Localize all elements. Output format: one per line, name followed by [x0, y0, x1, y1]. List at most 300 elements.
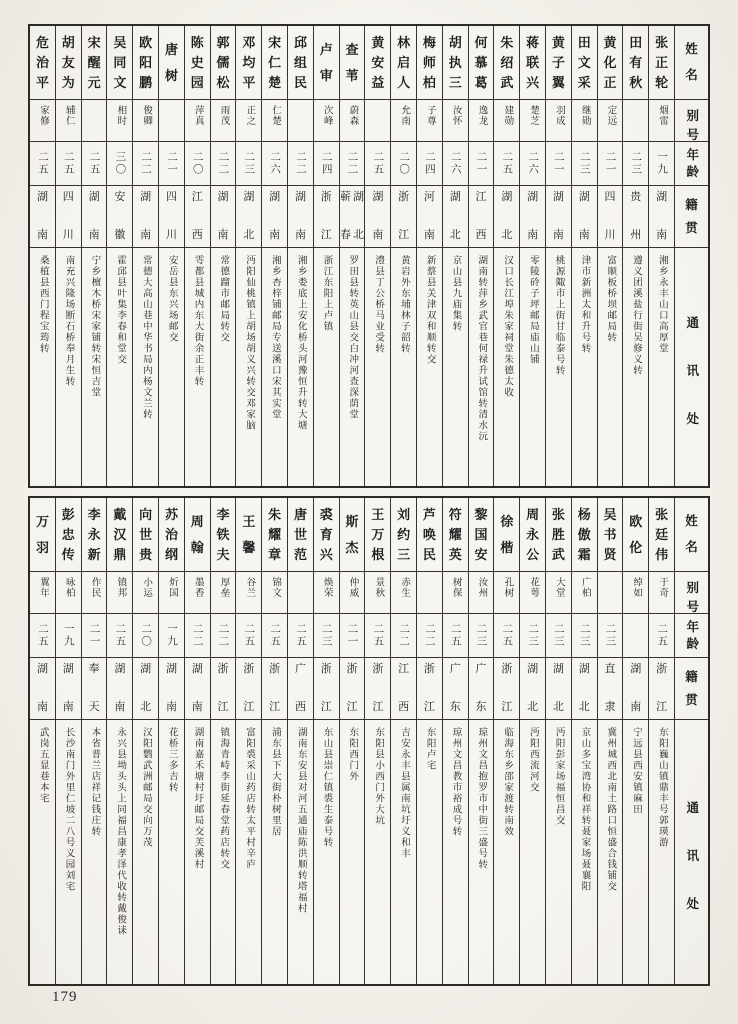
origin-cell [340, 186, 365, 248]
origin-cell [185, 186, 210, 248]
origin-char: 南 [552, 229, 564, 241]
origin-cell [107, 186, 132, 248]
age-text: 一九 [656, 151, 668, 176]
origin-cell [262, 186, 287, 248]
name-char: 刘 [397, 507, 411, 522]
alias-cell [572, 100, 597, 142]
alias-cell [417, 572, 442, 614]
alias-text: 墨香 [192, 577, 203, 598]
header-alias [675, 100, 708, 142]
name-char: 人 [397, 75, 411, 90]
origin-char-pair [398, 664, 409, 713]
origin-char: 北 [140, 701, 152, 713]
age-cell [520, 142, 545, 186]
person-column [442, 26, 468, 486]
address-text: 沔阳西流河交 [527, 727, 538, 793]
name-char: 黎 [474, 507, 488, 522]
name-cell [185, 498, 210, 572]
address-cell [417, 248, 442, 486]
alias-text: 萍真 [192, 105, 203, 126]
address-text: 琼州文昌教市裕成号转 [450, 727, 461, 837]
address-text: 雩都县城内东大街余正丰转 [192, 255, 203, 387]
origin-char: 南 [656, 229, 668, 241]
origin-char-pair [89, 664, 100, 713]
person-column [55, 498, 81, 984]
alias-cell [598, 572, 623, 614]
alias-cell [469, 572, 494, 614]
origin-cell [598, 658, 623, 720]
name-char: 根 [371, 547, 385, 562]
person-column [106, 498, 132, 984]
alias-cell [365, 572, 390, 614]
origin-cell [443, 186, 468, 248]
alias-cell [340, 572, 365, 614]
age-text: 二〇 [140, 623, 152, 648]
name-char: 文 [577, 55, 591, 70]
person-column [519, 498, 545, 984]
origin-char-pair [424, 664, 435, 713]
address-cell [262, 720, 287, 984]
address-cell [185, 720, 210, 984]
address-text: 湖南转萍乡武官巷何禄升试馆转清水沅 [476, 255, 487, 442]
address-text: 湘乡娄底上安化桥头河豫恒升转大塘 [295, 255, 306, 431]
address-cell [262, 248, 287, 486]
name-char: 树 [164, 68, 178, 84]
origin-char-pair [553, 664, 564, 713]
origin-char: 南 [217, 229, 229, 241]
address-text: 湘乡杏梓铺邮局专送溪口宋其实堂 [269, 255, 280, 420]
origin-char: 南 [114, 701, 126, 713]
name-char: 均 [242, 55, 256, 70]
origin-char: 湖 [449, 191, 461, 203]
origin-char: 湖 [527, 191, 539, 203]
alias-text: 汝州 [476, 577, 487, 598]
address-text: 东阳巍山镇鼎丰号郭瑛游 [656, 727, 667, 848]
page-number: 179 [52, 989, 78, 1005]
origin-char-pair [63, 664, 74, 713]
name-char: 林 [397, 35, 411, 50]
alias-cell [494, 572, 519, 614]
alias-cell [365, 100, 390, 142]
origin-cell [469, 658, 494, 720]
name-cell [340, 498, 365, 572]
name-cell [417, 26, 442, 100]
name-char: 三 [397, 547, 411, 562]
name-char: 仁 [268, 55, 282, 70]
name-char: 阳 [139, 55, 153, 70]
name-char: 耀 [448, 527, 462, 542]
name-char: 卢 [319, 41, 333, 57]
alias-text: 绰如 [631, 577, 642, 598]
age-text: 二五 [88, 151, 100, 176]
alias-text: 烟雷 [657, 105, 668, 126]
age-cell [185, 614, 210, 658]
alias-cell [314, 100, 339, 142]
address-text: 常德蹓市邮局转交 [218, 255, 229, 343]
name-char: 范 [293, 547, 307, 562]
alias-text: 孔树 [502, 577, 513, 598]
origin-cell [56, 658, 81, 720]
alias-cell [236, 572, 261, 614]
person-column [287, 26, 313, 486]
address-cell [82, 720, 107, 984]
origin-cell [185, 658, 210, 720]
origin-char-pair [114, 664, 125, 713]
name-char: 李 [87, 507, 101, 522]
name-char: 世 [139, 527, 153, 542]
age-cell [288, 614, 313, 658]
alias-text: 于奇 [657, 577, 668, 598]
header-char: 姓 [685, 514, 698, 529]
alias-text: 景秋 [373, 577, 384, 598]
origin-char: 湖 [501, 191, 513, 203]
alias-cell [262, 572, 287, 614]
origin-char-pair [166, 664, 177, 713]
origin-char: 湖 [578, 663, 590, 675]
origin-cell [56, 186, 81, 248]
address-cell [365, 720, 390, 984]
origin-char-pair [501, 664, 512, 713]
origin-char: 南 [62, 701, 74, 713]
age-text: 二二 [346, 151, 358, 176]
origin-char: 四 [62, 191, 74, 203]
origin-char: 湖 [578, 191, 590, 203]
address-text: 冀州城西北南土路口恒盛合钱铺交 [605, 727, 616, 892]
name-char: 育 [319, 527, 333, 542]
alias-cell [107, 100, 132, 142]
alias-text: 小运 [141, 577, 152, 598]
origin-char: 西 [475, 229, 487, 241]
name-char: 师 [422, 55, 436, 70]
origin-char: 春 [340, 229, 352, 241]
address-text: 霍邱县叶集李春和堂交 [115, 255, 126, 365]
origin-cell [443, 658, 468, 720]
address-cell [211, 248, 236, 486]
origin-char-pair [140, 664, 151, 713]
age-cell [520, 614, 545, 658]
header-char: 年 [684, 148, 699, 163]
age-cell [236, 614, 261, 658]
age-cell [623, 142, 648, 186]
age-text: 二一 [88, 623, 100, 648]
origin-char-pair [295, 192, 306, 241]
alias-text: 仲威 [347, 577, 358, 598]
origin-cell [262, 658, 287, 720]
address-cell [107, 720, 132, 984]
alias-cell [443, 572, 468, 614]
origin-char: 西 [191, 229, 203, 241]
age-cell [82, 142, 107, 186]
age-cell [417, 142, 442, 186]
name-char: 正 [603, 75, 617, 90]
age-text: 二五 [114, 623, 126, 648]
address-cell [649, 720, 674, 984]
address-cell [236, 248, 261, 486]
address-text: 宁远县西安镇麻田 [631, 727, 642, 815]
person-column [390, 26, 416, 486]
origin-char: 南 [191, 701, 203, 713]
name-cell [443, 498, 468, 572]
origin-char: 北 [552, 701, 564, 713]
name-char: 杰 [345, 540, 359, 556]
person-column [261, 498, 287, 984]
origin-char-pair [63, 192, 74, 241]
name-char: 邱 [293, 35, 307, 50]
origin-char-pair [269, 192, 280, 241]
name-char: 忠 [61, 527, 75, 542]
name-char: 胡 [61, 35, 75, 50]
origin-char: 江 [320, 229, 332, 241]
name-cell [56, 498, 81, 572]
origin-char: 蕲 [340, 191, 352, 203]
origin-cell [417, 186, 442, 248]
person-column [416, 26, 442, 486]
age-text: 三〇 [114, 151, 126, 176]
origin-char-pair [295, 664, 306, 713]
alias-cell [211, 572, 236, 614]
name-char: 翰 [190, 540, 204, 556]
address-cell [520, 248, 545, 486]
age-text: 二一 [604, 151, 616, 176]
origin-char-pair [192, 192, 203, 241]
name-char: 化 [603, 55, 617, 70]
name-char: 黄 [603, 35, 617, 50]
name-char: 慕 [474, 55, 488, 70]
age-text: 二五 [269, 623, 281, 648]
name-char: 徐 [500, 513, 514, 529]
age-text: 二五 [243, 623, 255, 648]
address-cell [572, 248, 597, 486]
alias-cell [211, 100, 236, 142]
age-cell [159, 142, 184, 186]
alias-cell [56, 100, 81, 142]
age-cell [262, 142, 287, 186]
header-age [675, 614, 708, 658]
name-char: 张 [551, 507, 565, 522]
origin-char: 川 [604, 229, 616, 241]
origin-char: 直 [604, 663, 616, 675]
address-cell [623, 720, 648, 984]
name-cell [314, 498, 339, 572]
name-cell [185, 26, 210, 100]
origin-char: 浙 [346, 663, 358, 675]
alias-text: 羽成 [553, 105, 564, 126]
alias-text: 焕荣 [321, 577, 332, 598]
alias-text: 作民 [89, 577, 100, 598]
alias-cell [649, 572, 674, 614]
name-char: 史 [190, 55, 204, 70]
origin-char: 西 [294, 701, 306, 713]
origin-char: 湖 [140, 191, 152, 203]
origin-cell [572, 186, 597, 248]
age-text: 二三 [243, 151, 255, 176]
origin-cell [236, 186, 261, 248]
alias-cell [236, 100, 261, 142]
person-column [622, 498, 648, 984]
address-text: 澧县丁公桥马业受转 [373, 255, 384, 354]
address-cell [391, 720, 416, 984]
name-char: 兴 [319, 547, 333, 562]
origin-char-pair [192, 664, 203, 713]
person-column [493, 26, 519, 486]
origin-char: 江 [243, 701, 255, 713]
alias-cell [572, 572, 597, 614]
age-text: 二二 [191, 623, 203, 648]
name-char: 国 [474, 527, 488, 542]
address-cell [133, 720, 158, 984]
name-char: 宋 [268, 35, 282, 50]
origin-char: 江 [423, 701, 435, 713]
person-column [235, 498, 261, 984]
name-char: 民 [422, 547, 436, 562]
name-cell [598, 26, 623, 100]
age-cell [159, 614, 184, 658]
alias-text: 广柏 [579, 577, 590, 598]
person-column [313, 26, 339, 486]
alias-text: 锦文 [270, 577, 281, 598]
name-cell [649, 498, 674, 572]
alias-text: 次峰 [321, 105, 332, 126]
person-column [571, 26, 597, 486]
origin-cell [133, 658, 158, 720]
person-column [313, 498, 339, 984]
name-char: 为 [61, 75, 75, 90]
origin-cell [107, 658, 132, 720]
name-char: 朱 [268, 507, 282, 522]
origin-char: 河 [423, 191, 435, 203]
address-text: 新蔡县关津双和顺转交 [424, 255, 435, 365]
name-char: 治 [164, 527, 178, 542]
alias-cell [469, 100, 494, 142]
age-text: 二〇 [398, 151, 410, 176]
origin-char-pair [218, 664, 229, 713]
name-char: 执 [448, 55, 462, 70]
origin-char-pair [321, 664, 332, 713]
name-cell [469, 498, 494, 572]
origin-char: 浙 [372, 663, 384, 675]
address-cell [236, 720, 261, 984]
name-cell [572, 498, 597, 572]
origin-char: 广 [449, 663, 461, 675]
origin-char: 南 [165, 701, 177, 713]
name-cell [494, 26, 519, 100]
origin-cell [133, 186, 158, 248]
header-char: 龄 [684, 164, 699, 179]
alias-text: 正之 [244, 105, 255, 126]
age-cell [365, 614, 390, 658]
origin-char: 江 [320, 701, 332, 713]
name-char: 查 [345, 41, 359, 57]
name-char: 梅 [422, 35, 436, 50]
name-cell [520, 26, 545, 100]
origin-cell [288, 186, 313, 248]
header-char: 通 [684, 315, 699, 330]
alias-cell [30, 100, 55, 142]
origin-char-pair [218, 192, 229, 241]
alias-text: 辅仁 [63, 105, 74, 126]
alias-cell [649, 100, 674, 142]
origin-char: 南 [423, 229, 435, 241]
header-name [675, 26, 708, 100]
name-char: 廷 [655, 527, 669, 542]
origin-char-pair [398, 192, 409, 241]
alias-cell [185, 100, 210, 142]
origin-cell [623, 186, 648, 248]
age-cell [365, 142, 390, 186]
name-char: 轮 [655, 75, 669, 90]
origin-cell [623, 658, 648, 720]
origin-cell [159, 186, 184, 248]
origin-char-pair [140, 192, 151, 241]
name-cell [391, 498, 416, 572]
alias-cell [520, 572, 545, 614]
age-cell [133, 614, 158, 658]
name-cell [56, 26, 81, 100]
address-text: 常德大高山巷中华书局内杨文兰转 [140, 255, 151, 420]
origin-cell [598, 186, 623, 248]
age-text: 二一 [346, 623, 358, 648]
address-cell [314, 248, 339, 486]
alias-text: 炘国 [166, 577, 177, 598]
address-text: 遵义团溪盐行街吴修义转 [631, 255, 642, 376]
origin-char-pair [37, 664, 48, 713]
origin-char: 川 [62, 229, 74, 241]
origin-char: 湖 [656, 191, 668, 203]
person-column [55, 26, 81, 486]
person-column [648, 26, 674, 486]
origin-cell [520, 658, 545, 720]
alias-text: 厚垒 [218, 577, 229, 598]
alias-text: 雨茂 [218, 105, 229, 126]
origin-char-pair [579, 192, 590, 241]
name-char: 羽 [35, 540, 49, 556]
age-cell [572, 142, 597, 186]
origin-char-pair [501, 192, 512, 241]
age-cell [469, 614, 494, 658]
name-char: 吴 [113, 35, 127, 50]
origin-char: 西 [398, 701, 410, 713]
address-text: 汉阳鹦武洲邮局交向万茂 [140, 727, 151, 848]
address-text: 黄岩外东埔林子韶转 [398, 255, 409, 354]
address-text: 宁乡檀木桥宋家铺转宋恒吉堂 [89, 255, 100, 398]
name-char: 汉 [113, 527, 127, 542]
origin-char: 浙 [320, 191, 332, 203]
age-text: 二六 [527, 151, 539, 176]
alias-cell [623, 572, 648, 614]
name-char: 书 [603, 527, 617, 542]
name-cell [211, 26, 236, 100]
header-char: 讯 [684, 848, 699, 863]
age-cell [56, 614, 81, 658]
name-char: 儒 [216, 55, 230, 70]
address-cell [443, 720, 468, 984]
address-cell [288, 248, 313, 486]
name-char: 夫 [216, 547, 230, 562]
origin-cell [417, 658, 442, 720]
address-text: 湘乡永丰山口高厚堂 [656, 255, 667, 354]
person-column [158, 498, 184, 984]
age-cell [56, 142, 81, 186]
age-text: 二三 [630, 151, 642, 176]
address-text: 琼州文昌抱罗市中街三盛号转 [476, 727, 487, 870]
origin-char: 湖 [140, 663, 152, 675]
address-text: 浦东县下大街朴树里居 [269, 727, 280, 837]
address-cell [546, 720, 571, 984]
alias-text: 继勋 [579, 105, 590, 126]
person-column [30, 26, 55, 486]
origin-char: 四 [165, 191, 177, 203]
alias-text: 楚芝 [528, 105, 539, 126]
